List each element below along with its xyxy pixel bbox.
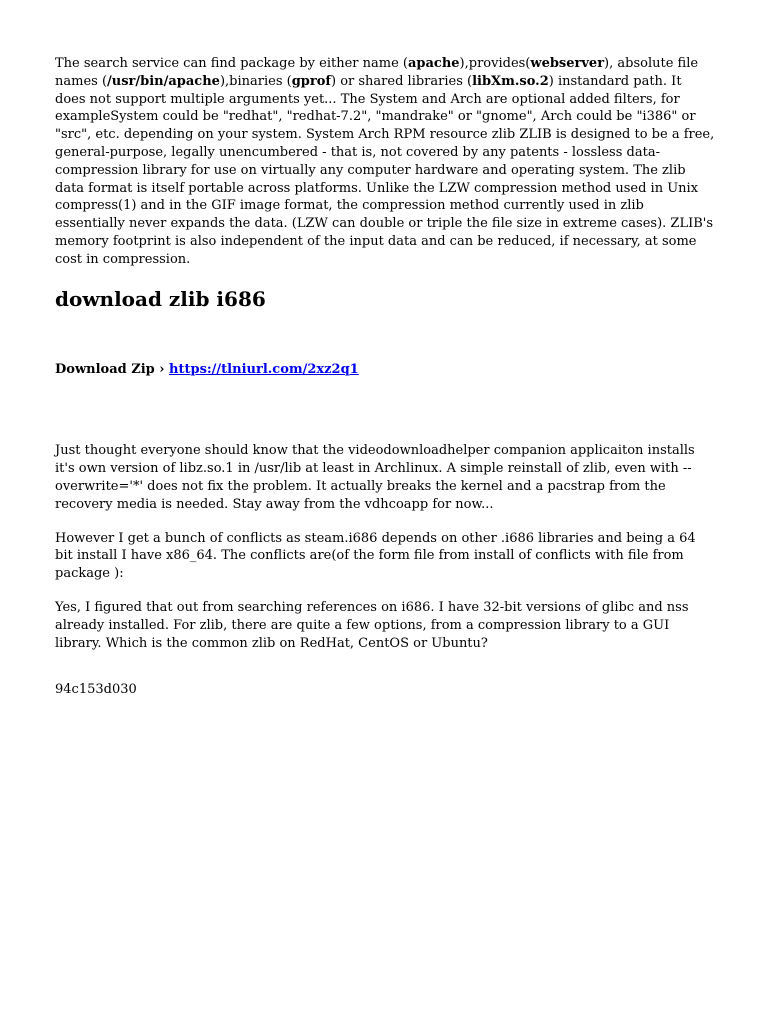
intro-text: ), absolute file names ( (55, 56, 699, 89)
intro-text: ),provides( (459, 56, 531, 71)
body-paragraph-3: Yes, I figured that out from searching references on i686. I have 32-bit versions of glibc and nss already installed. For zlib, there are quite a few options, from a compression library to a GUI library. Which is the common zlib on RedHat, CentOS or Ubuntu? (55, 599, 689, 651)
download-line (55, 361, 715, 379)
term-gprof: gprof (291, 73, 331, 89)
intro-text: ),binaries ( (219, 73, 292, 89)
intro-text: The search service can find package by either name ( (55, 56, 408, 71)
download-label: Download Zip › (55, 361, 170, 377)
body-paragraph-1: Just thought everyone should know that the videodownloadhelper companion applicaiton installs it's own version of libz.so.1 in /usr/lib at least in Archlinux. A simple reinstall of zlib, even with --overwrite='*' does not fix the problem. It actually breaks the kernel and a pacstrap from the recovery media is needed. Stay away from the vdhcoapp for now... (55, 443, 695, 512)
term-usr-bin-apache: /usr/bin/apache (107, 73, 220, 89)
body-paragraph-2: However I get a bunch of conflicts as steam.i686 depends on other .i686 libraries and being a 64 bit install I have x86_64. The conflicts are(of the form file from install of conflicts with file from package ): (55, 530, 696, 582)
intro-paragraph (55, 55, 715, 269)
page-title: download zlib i686 (55, 286, 266, 311)
term-apache: apache (407, 56, 460, 71)
document-page (55, 55, 715, 699)
term-libxm: libXm.so.2 (472, 73, 549, 89)
intro-text: ) or shared libraries ( (331, 73, 473, 89)
hash-text: 94c153d030 (55, 682, 137, 698)
download-link[interactable]: https://tlniurl.com/2xz2q1 (169, 361, 359, 377)
intro-text: ) instandard path. It does not support multiple arguments yet... The System and Arch are optional added filters, for exampleSystem could be "redhat", "redhat-7.2", "mandrake" or "gnome", Arch could be "i386" or "src", etc. depending on your system. System Arch RPM resource zlib ZLIB is designed to be a free, general-purpose, legally unencumbered - that is, not covered by any patents - lossless data-compression library for use on virtually any computer hardware and operating system. The zlib data format is itself portable across platforms. Unlike the LZW compression method used in Unix compress(1) and in the GIF image format, the compression method currently used in zlib essentially never expands the data. (LZW can double or triple the file size in extreme cases). ZLIB's memory footprint is also independent of the input data and can be reduced, if necessary, at some cost in compression. (55, 73, 715, 267)
term-webserver: webserver (530, 56, 605, 71)
